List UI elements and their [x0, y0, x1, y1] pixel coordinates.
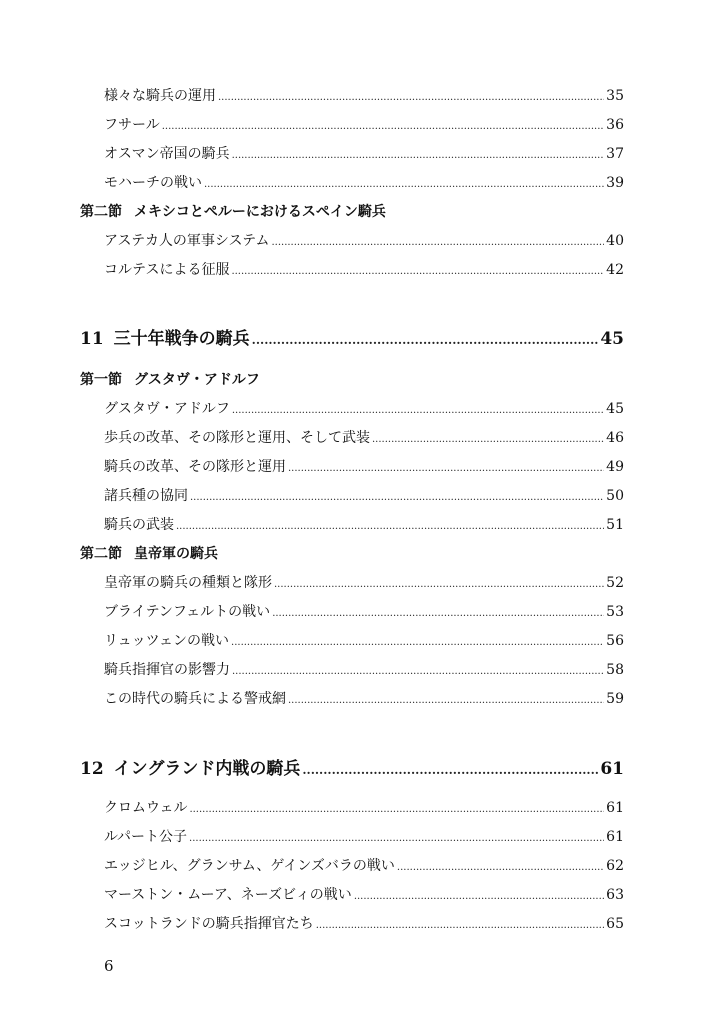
toc-entry-title: 皇帝軍の騎兵の種類と隊形: [104, 575, 272, 591]
chapter-title: イングランド内戦の騎兵: [113, 759, 301, 779]
toc-entry[interactable]: [104, 515, 624, 535]
toc-entry-title: 様々な騎兵の運用: [104, 88, 216, 104]
dot-leader: [316, 921, 604, 931]
toc-entry[interactable]: [104, 602, 624, 622]
toc-entry-page: 62: [606, 858, 624, 874]
toc-entry[interactable]: [104, 457, 624, 477]
toc-entry[interactable]: [104, 86, 624, 106]
toc-entry-title: ルパート公子: [104, 829, 188, 845]
toc-entry-page: 56: [606, 633, 624, 649]
toc-entry-page: 36: [606, 117, 624, 133]
toc-entry[interactable]: [104, 631, 624, 651]
toc-entry-title: 歩兵の改革、その隊形と運用、そして武装: [104, 430, 370, 446]
dot-leader: [252, 334, 599, 346]
chapter-heading[interactable]: [80, 326, 624, 352]
section-label: 第一節: [80, 372, 122, 388]
dot-leader: [232, 667, 604, 677]
toc-entry-title: グスタヴ・アドルフ: [104, 401, 230, 417]
toc-entry-page: 61: [606, 800, 624, 816]
section-heading[interactable]: [80, 370, 260, 390]
dot-leader: [288, 464, 604, 474]
toc-entry[interactable]: [104, 115, 624, 135]
toc-entry-page: 51: [606, 517, 624, 533]
dot-leader: [162, 122, 604, 132]
toc-entry[interactable]: [104, 486, 624, 506]
toc-entry-title: フサール: [104, 117, 160, 133]
dot-leader: [288, 696, 604, 706]
toc-entry-page: 37: [606, 146, 624, 162]
dot-leader: [189, 834, 604, 844]
section-label: 第二節: [80, 546, 122, 562]
toc-entry-page: 50: [606, 488, 624, 504]
dot-leader: [302, 764, 598, 776]
chapter-page: 61: [600, 759, 624, 779]
section-title: メキシコとペルーにおけるスペイン騎兵: [134, 204, 386, 220]
toc-entry-title: この時代の騎兵による警戒網: [104, 691, 286, 707]
dot-leader: [218, 93, 604, 103]
toc-entry[interactable]: [104, 885, 624, 905]
toc-entry-page: 52: [606, 575, 624, 591]
toc-entry[interactable]: [104, 260, 624, 280]
dot-leader: [190, 493, 604, 503]
dot-leader: [189, 805, 604, 815]
dot-leader: [231, 267, 604, 277]
toc-entry[interactable]: [104, 231, 624, 251]
toc-entry-title: リュッツェンの戦い: [104, 633, 230, 649]
dot-leader: [372, 435, 604, 445]
toc-entry[interactable]: [104, 856, 624, 876]
toc-entry-page: 59: [606, 691, 624, 707]
dot-leader: [231, 638, 604, 648]
dot-leader: [232, 151, 605, 161]
dot-leader: [354, 892, 604, 902]
chapter-number: 12: [80, 759, 104, 779]
dot-leader: [274, 580, 604, 590]
toc-entry[interactable]: [104, 660, 624, 680]
dot-leader: [176, 522, 604, 532]
dot-leader: [271, 238, 604, 248]
toc-entry[interactable]: [104, 173, 624, 193]
dot-leader: [204, 180, 604, 190]
toc-entry-title: オスマン帝国の騎兵: [104, 146, 230, 162]
toc-entry-title: ブライテンフェルトの戦い: [104, 604, 271, 620]
toc-entry[interactable]: [104, 573, 624, 593]
toc-entry-title: エッジヒル、グランサム、ゲインズバラの戦い: [104, 858, 395, 874]
dot-leader: [397, 863, 604, 873]
toc-entry[interactable]: [104, 399, 624, 419]
toc-entry-title: 騎兵の改革、その隊形と運用: [104, 459, 286, 475]
page-number: 6: [104, 957, 114, 975]
toc-entry-page: 63: [606, 887, 624, 903]
toc-entry-title: モハーチの戦い: [104, 175, 202, 191]
toc-entry-page: 39: [606, 175, 624, 191]
toc-entry[interactable]: [104, 144, 624, 164]
section-label: 第二節: [80, 204, 122, 220]
toc-entry-page: 49: [606, 459, 624, 475]
section-title: 皇帝軍の騎兵: [134, 546, 218, 562]
toc-entry[interactable]: [104, 914, 624, 934]
toc-entry[interactable]: [104, 798, 624, 818]
toc-entry-page: 40: [606, 233, 624, 249]
toc-entry-title: マーストン・ムーア、ネーズビィの戦い: [104, 887, 352, 903]
toc-entry-page: 35: [606, 88, 624, 104]
toc-entry-title: コルテスによる征服: [104, 262, 230, 278]
toc-entry-page: 58: [606, 662, 624, 678]
section-heading[interactable]: [80, 202, 386, 222]
dot-leader: [232, 406, 604, 416]
section-title: グスタヴ・アドルフ: [134, 372, 260, 388]
toc-entry-title: スコットランドの騎兵指揮官たち: [104, 916, 314, 932]
chapter-title: 三十年戦争の騎兵: [113, 329, 250, 349]
toc-entry[interactable]: [104, 428, 624, 448]
toc-entry-title: アステカ人の軍事システム: [104, 233, 270, 249]
toc-entry-page: 45: [606, 401, 624, 417]
chapter-number: 11: [80, 329, 104, 349]
chapter-heading[interactable]: [80, 756, 624, 782]
toc-entry[interactable]: [104, 827, 624, 847]
toc-entry-title: クロムウェル: [104, 800, 188, 816]
toc-entry-title: 騎兵の武装: [104, 517, 174, 533]
section-heading[interactable]: [80, 544, 218, 564]
toc-entry-title: 騎兵指揮官の影響力: [104, 662, 230, 678]
toc-entry-page: 46: [606, 430, 624, 446]
toc-entry-page: 53: [606, 604, 624, 620]
toc-entry-page: 61: [606, 829, 624, 845]
toc-entry-page: 65: [606, 916, 624, 932]
toc-entry-page: 42: [606, 262, 624, 278]
toc-entry-title: 諸兵種の協同: [104, 488, 188, 504]
toc-entry[interactable]: [104, 689, 624, 709]
chapter-page: 45: [600, 329, 624, 349]
dot-leader: [272, 609, 604, 619]
